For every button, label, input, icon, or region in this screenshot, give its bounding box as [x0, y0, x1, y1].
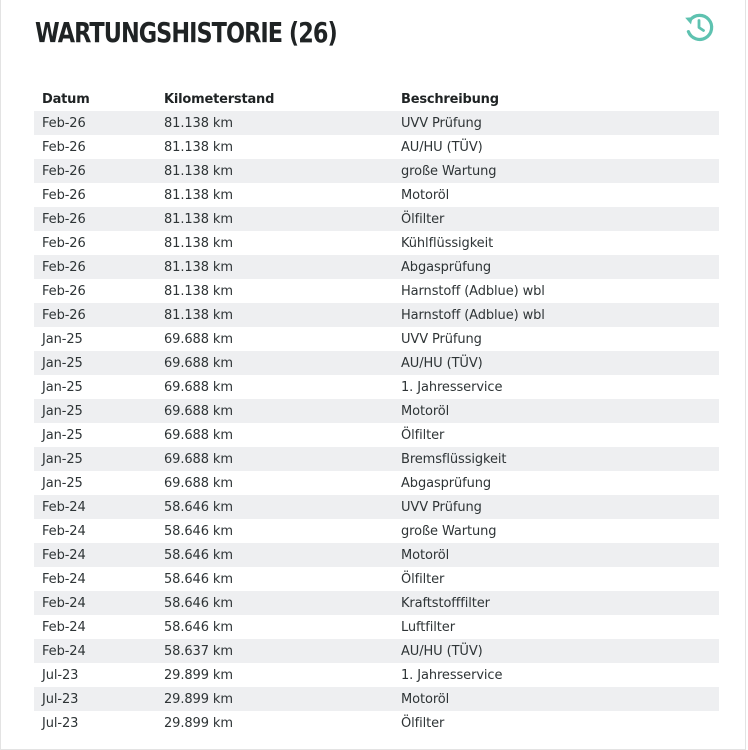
table-row	[34, 279, 719, 303]
cell-mileage: 69.688 km	[156, 423, 393, 447]
cell-mileage: 29.899 km	[156, 663, 393, 687]
cell-mileage: 69.688 km	[156, 327, 393, 351]
table-row	[34, 543, 719, 567]
table-row	[34, 663, 719, 687]
cell-description: Abgasprüfung	[393, 471, 719, 495]
cell-date: Jan-25	[34, 471, 156, 495]
cell-description: UVV Prüfung	[393, 111, 719, 135]
cell-date: Jul-23	[34, 687, 156, 711]
cell-mileage: 69.688 km	[156, 351, 393, 375]
table-body	[34, 111, 719, 735]
cell-description: große Wartung	[393, 519, 719, 543]
cell-mileage: 29.899 km	[156, 711, 393, 735]
table-row	[34, 639, 719, 663]
cell-description: Kraftstofffilter	[393, 591, 719, 615]
cell-mileage: 58.646 km	[156, 615, 393, 639]
cell-description: Motoröl	[393, 399, 719, 423]
cell-description: Bremsflüssigkeit	[393, 447, 719, 471]
cell-date: Feb-26	[34, 207, 156, 231]
cell-date: Jan-25	[34, 327, 156, 351]
table-row	[34, 327, 719, 351]
cell-description: Ölfilter	[393, 207, 719, 231]
cell-description: Kühlflüssigkeit	[393, 231, 719, 255]
cell-description: AU/HU (TÜV)	[393, 639, 719, 663]
cell-description: Motoröl	[393, 687, 719, 711]
cell-mileage: 69.688 km	[156, 375, 393, 399]
cell-mileage: 81.138 km	[156, 255, 393, 279]
cell-date: Feb-24	[34, 495, 156, 519]
cell-date: Feb-24	[34, 567, 156, 591]
cell-description: Ölfilter	[393, 423, 719, 447]
table-row	[34, 423, 719, 447]
cell-date: Feb-24	[34, 639, 156, 663]
table-row	[34, 711, 719, 735]
cell-date: Jan-25	[34, 423, 156, 447]
table-row	[34, 231, 719, 255]
cell-date: Jul-23	[34, 663, 156, 687]
cell-date: Feb-24	[34, 591, 156, 615]
cell-date: Jan-25	[34, 351, 156, 375]
cell-mileage: 58.646 km	[156, 567, 393, 591]
cell-description: 1. Jahresservice	[393, 375, 719, 399]
cell-mileage: 58.646 km	[156, 519, 393, 543]
cell-description: große Wartung	[393, 159, 719, 183]
table-row	[34, 591, 719, 615]
maintenance-table	[34, 87, 719, 735]
cell-mileage: 29.899 km	[156, 687, 393, 711]
cell-mileage: 81.138 km	[156, 231, 393, 255]
table-row	[34, 183, 719, 207]
maintenance-table-container	[34, 87, 719, 735]
cell-description: Ölfilter	[393, 711, 719, 735]
table-row	[34, 135, 719, 159]
table-row	[34, 375, 719, 399]
cell-mileage: 58.646 km	[156, 495, 393, 519]
table-row	[34, 303, 719, 327]
table-row	[34, 159, 719, 183]
cell-description: Abgasprüfung	[393, 255, 719, 279]
cell-date: Feb-24	[34, 615, 156, 639]
history-icon[interactable]	[683, 11, 715, 43]
table-row	[34, 471, 719, 495]
cell-date: Feb-26	[34, 135, 156, 159]
cell-description: Luftfilter	[393, 615, 719, 639]
cell-description: Harnstoff (Adblue) wbl	[393, 303, 719, 327]
cell-mileage: 58.646 km	[156, 543, 393, 567]
cell-mileage: 69.688 km	[156, 471, 393, 495]
table-row	[34, 567, 719, 591]
cell-mileage: 58.646 km	[156, 591, 393, 615]
cell-date: Feb-26	[34, 303, 156, 327]
cell-mileage: 81.138 km	[156, 111, 393, 135]
table-row	[34, 207, 719, 231]
cell-description: 1. Jahresservice	[393, 663, 719, 687]
cell-mileage: 69.688 km	[156, 447, 393, 471]
table-row	[34, 519, 719, 543]
page-title: WARTUNGSHISTORIE (26)	[35, 16, 337, 49]
cell-date: Jan-25	[34, 399, 156, 423]
cell-mileage: 81.138 km	[156, 303, 393, 327]
cell-date: Feb-26	[34, 255, 156, 279]
cell-date: Feb-24	[34, 543, 156, 567]
cell-date: Feb-26	[34, 279, 156, 303]
cell-description: Motoröl	[393, 183, 719, 207]
column-header-date: Datum	[42, 91, 90, 107]
cell-date: Feb-26	[34, 231, 156, 255]
cell-description: Motoröl	[393, 543, 719, 567]
table-row	[34, 255, 719, 279]
cell-mileage: 81.138 km	[156, 135, 393, 159]
column-header-mileage: Kilometerstand	[164, 91, 275, 107]
table-row	[34, 111, 719, 135]
table-row	[34, 615, 719, 639]
table-row	[34, 495, 719, 519]
table-row	[34, 687, 719, 711]
cell-date: Feb-26	[34, 183, 156, 207]
column-header-description: Beschreibung	[401, 91, 499, 107]
cell-mileage: 69.688 km	[156, 399, 393, 423]
cell-mileage: 81.138 km	[156, 207, 393, 231]
table-row	[34, 447, 719, 471]
cell-date: Feb-26	[34, 111, 156, 135]
cell-description: UVV Prüfung	[393, 495, 719, 519]
cell-mileage: 81.138 km	[156, 279, 393, 303]
cell-mileage: 58.637 km	[156, 639, 393, 663]
cell-date: Feb-26	[34, 159, 156, 183]
table-header-row	[34, 87, 719, 111]
cell-mileage: 81.138 km	[156, 183, 393, 207]
table-row	[34, 399, 719, 423]
cell-date: Feb-24	[34, 519, 156, 543]
cell-mileage: 81.138 km	[156, 159, 393, 183]
cell-date: Jul-23	[34, 711, 156, 735]
cell-description: Ölfilter	[393, 567, 719, 591]
cell-description: Harnstoff (Adblue) wbl	[393, 279, 719, 303]
table-row	[34, 351, 719, 375]
cell-description: UVV Prüfung	[393, 327, 719, 351]
cell-date: Jan-25	[34, 447, 156, 471]
cell-description: AU/HU (TÜV)	[393, 351, 719, 375]
cell-description: AU/HU (TÜV)	[393, 135, 719, 159]
cell-date: Jan-25	[34, 375, 156, 399]
